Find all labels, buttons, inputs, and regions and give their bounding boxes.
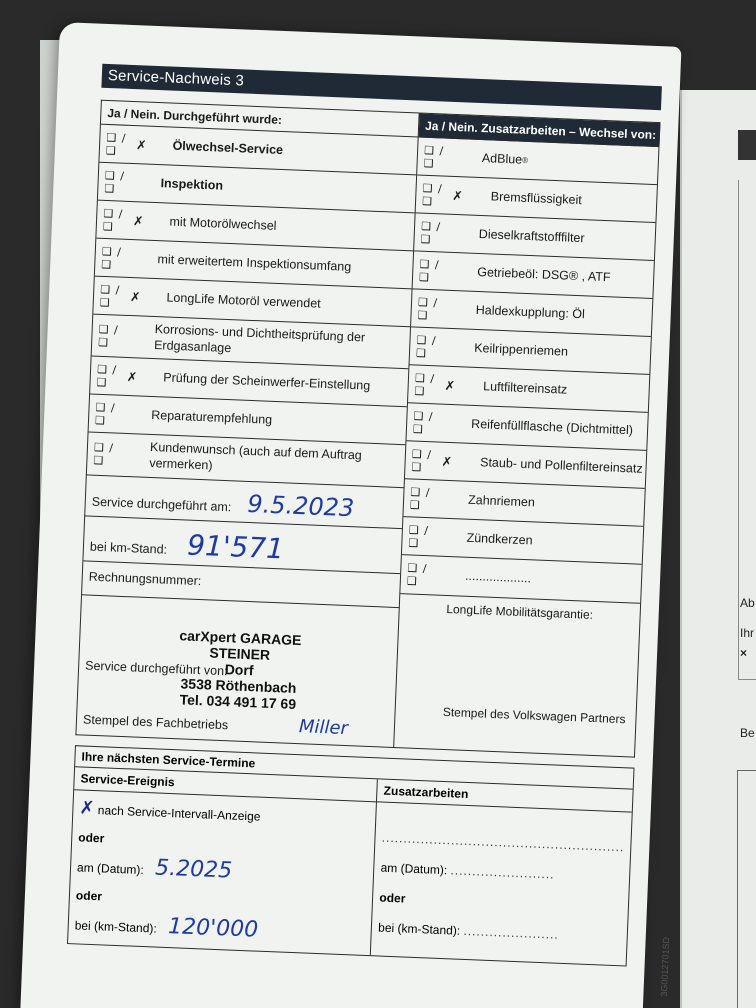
next-service-header: Ihre nächsten Service-Termine [75, 746, 633, 789]
checkbox-pair[interactable]: ❑ / ❑ [412, 409, 434, 436]
extra-km-label: bei (km-Stand): [377, 920, 461, 938]
left-column [86, 124, 418, 487]
item-label: Bremsflüssigkeit [490, 189, 583, 207]
km-cell [82, 516, 403, 608]
item-label: Korrosions- und Dichtheitsprüfung der Erdgasanlage [153, 321, 366, 355]
or-3: oder [379, 890, 406, 906]
extra-header: Zusatzarbeiten [377, 779, 633, 812]
item-label: Keilrippenriemen [473, 340, 569, 359]
extra-work-list [400, 137, 658, 602]
checkbox-pair[interactable]: ❑ / ❑ [406, 561, 428, 588]
item-label: Getriebeöl: DSG® , ATF [477, 264, 611, 284]
check-mark-icon: ✗ [129, 290, 141, 305]
check-mark-icon: ✗ [135, 138, 147, 153]
adjacent-side-box [737, 770, 756, 1008]
checkbox-pair[interactable]: ❑ / ❑ [418, 257, 440, 284]
stamp-line: Dorf [224, 661, 254, 679]
adjacent-text-d: Be [740, 726, 755, 740]
item-label: Kundenwunsch (auch auf dem Auftrag vermerken) [149, 440, 363, 473]
event-header: Service-Ereignis [74, 767, 377, 802]
next-km-label: bei (km-Stand): [74, 918, 158, 936]
checkbox-pair[interactable]: ❑ / ❑ [421, 181, 443, 208]
km-label: bei km-Stand: [89, 539, 168, 557]
garage-stamp [158, 627, 321, 713]
item-label: Reparaturempfehlung [151, 407, 273, 427]
longlife-label: LongLife Mobilitätsgarantie: [446, 601, 594, 622]
checkbox-pair[interactable]: ❑ / ❑ [101, 244, 123, 271]
item-label: Zahnriemen [467, 492, 536, 510]
next-km-value: 120'000 [167, 914, 259, 943]
extra-dots: ........................................................ [381, 830, 625, 855]
checkbox-pair[interactable]: ❑ / ❑ [97, 322, 120, 349]
check-mark-icon: ✗ [444, 378, 456, 394]
check-mark-icon: ✗ [132, 214, 144, 229]
performed-list [87, 125, 418, 487]
item-label: AdBlue [481, 150, 523, 167]
extra-date-label: am (Datum): [380, 860, 448, 878]
next-service-table [68, 767, 633, 965]
checkbox-pair[interactable]: ❑ / ❑ [99, 282, 121, 309]
item-label: Staub- und Pollenfiltereinsatz [479, 454, 643, 476]
adjacent-text-b: Ihr [740, 626, 755, 640]
adjacent-text-a: Ab [740, 596, 755, 610]
stamp-line: 3538 Röthenbach [180, 675, 297, 697]
checkbox-pair[interactable]: ❑ / ❑ [105, 130, 127, 157]
item-label: Dieselkraftstofffilter [478, 226, 585, 245]
item-label: Prüfung der Scheinwerfer-Einstellung [163, 370, 371, 393]
checkbox-pair[interactable]: ❑ / ❑ [411, 446, 433, 474]
item-label: Haldexkupplung: Öl [475, 302, 586, 321]
item-label: Reifenfüllflasche (Dichtmittel) [470, 416, 634, 438]
stamp-caption: Stempel des Fachbetriebs [82, 712, 229, 733]
page-content [67, 64, 672, 997]
invoice-label: Rechnungsnummer: [88, 569, 202, 589]
checkbox-pair[interactable]: ❑ / ❑ [408, 522, 430, 550]
checkbox-pair[interactable]: ❑ / ❑ [423, 143, 445, 170]
right-column-header: Ja / Nein. Zusatzarbeiten – Wechsel von: [418, 113, 660, 147]
adjacent-title-bar [738, 130, 756, 160]
stamp-line: STEINER [209, 644, 271, 663]
next-date-label: am (Datum): [76, 860, 145, 878]
stamp-line: Tel. 034 491 17 69 [179, 691, 297, 713]
performed-by-label: Service durchgeführt von: [84, 658, 228, 678]
trademark-symbol: ® [521, 155, 529, 165]
extra-cell [371, 802, 632, 966]
checkbox-pair[interactable]: ❑ / ❑ [94, 400, 116, 427]
side-code: 3G0012701SD [659, 936, 672, 997]
checkbox-pair[interactable]: ❑ / ❑ [102, 206, 124, 233]
checkbox-pair[interactable]: ❑ / ❑ [104, 168, 126, 195]
checkbox-pair[interactable]: ❑ / ❑ [415, 333, 437, 360]
checkbox-pair[interactable]: ❑ / ❑ [93, 440, 115, 468]
item-label: Ölwechsel-Service [172, 138, 284, 157]
km-value: 91'571 [186, 528, 285, 566]
service-date-value: 9.5.2023 [246, 489, 355, 523]
service-table [75, 100, 660, 758]
item-label: Inspektion [160, 175, 224, 193]
service-date-label: Service durchgeführt am: [91, 494, 232, 515]
left-column-header: Ja / Nein. Durchgeführt wurde: [100, 100, 419, 137]
item-label: ................... [464, 568, 532, 586]
check-mark-icon: ✗ [126, 369, 138, 385]
next-date-value: 5.2025 [154, 855, 233, 884]
checkbox-pair[interactable]: ❑ / ❑ [96, 362, 118, 389]
service-booklet-page [20, 22, 681, 1008]
stamp-cell [76, 595, 399, 748]
checkbox-pair[interactable]: ❑ / ❑ [409, 484, 431, 512]
item-label: LongLife Motoröl verwendet [166, 290, 321, 311]
checkbox-pair[interactable]: ❑ / ❑ [414, 371, 436, 398]
check-mark-icon: ✗ [452, 188, 464, 204]
extra-date-dots: ........................ [450, 863, 555, 882]
or-1: oder [78, 830, 105, 846]
adjacent-text-c: × [740, 646, 748, 660]
extra-km-dots: ...................... [463, 923, 560, 942]
event-cell [68, 790, 377, 956]
signature: Miller [298, 716, 349, 740]
item-label: mit erweitertem Inspektionsumfang [157, 251, 352, 274]
vw-stamp-caption: Stempel des Volkswagen Partners [442, 704, 626, 727]
check-mark-icon: ✗ [441, 454, 453, 470]
item-label: Zündkerzen [466, 530, 533, 548]
next-service-section [67, 745, 635, 966]
item-label: Luftfiltereinsatz [482, 378, 568, 397]
right-column [394, 137, 659, 757]
interval-check-icon: ✗ [79, 797, 95, 820]
page-title: Service-Nachweis 3 [101, 64, 662, 110]
checkbox-pair[interactable]: ❑ / ❑ [417, 295, 439, 322]
stamp-line: carXpert GARAGE [179, 627, 302, 649]
checkbox-pair[interactable]: ❑ / ❑ [420, 219, 442, 246]
item-label: mit Motorölwechsel [169, 214, 277, 233]
longlife-cell [395, 593, 640, 733]
or-2: oder [75, 888, 103, 904]
adjacent-page [680, 90, 756, 1008]
interval-label: nach Service-Intervall-Anzeige [97, 803, 261, 824]
